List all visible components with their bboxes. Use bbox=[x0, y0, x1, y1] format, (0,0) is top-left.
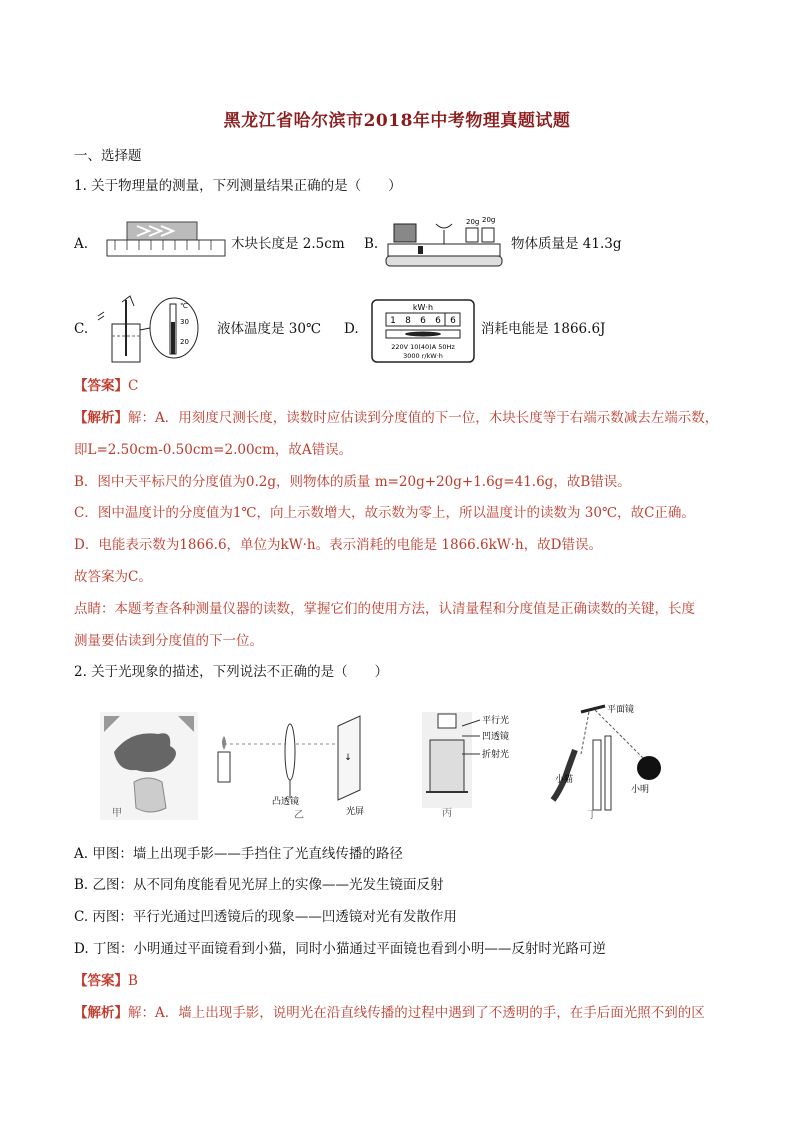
meter-digit-5: 6 bbox=[450, 316, 456, 326]
balance-figure bbox=[384, 212, 506, 270]
q1-answer-tag: 【答案】 bbox=[74, 378, 128, 394]
q2-analysis-1-text: 解：A．墙上出现手影，说明光在沿直线传播的过程中遇到了不透明的手，在手后面光照不到的区 bbox=[128, 1005, 705, 1021]
q1-option-d-letter: D. bbox=[344, 321, 359, 337]
q1-answer bbox=[74, 376, 138, 396]
q1-option-a-text: 木块长度是 2.5cm bbox=[231, 236, 345, 252]
q1-analysis-4: D．电能表示数为1866.6，单位为kW·h。表示消耗的电能是 1866.6kW·h，故D错误。 bbox=[74, 537, 602, 553]
meter-unit: kW·h bbox=[412, 303, 434, 312]
page-title: 黑龙江省哈尔滨市2018年中考物理真题试题 bbox=[223, 111, 571, 131]
q2-analysis-tag: 【解析】 bbox=[74, 1005, 128, 1021]
label-screen: 光屏 bbox=[346, 807, 365, 817]
q1-analysis-1 bbox=[74, 408, 718, 428]
q2-option-a: A. 甲图：墙上出现手影——手挡住了光直线传播的路径 bbox=[74, 846, 403, 862]
label-cat: 小猫 bbox=[555, 775, 574, 785]
meter-digit-2: 8 bbox=[405, 316, 411, 326]
figure-jia-hand-shadow bbox=[100, 712, 198, 820]
q1-option-c-letter: C. bbox=[74, 321, 89, 337]
label-parallel-light: 平行光 bbox=[482, 716, 510, 726]
weight-2-label: 20g bbox=[482, 216, 496, 224]
thermo-unit-label: ℃ bbox=[180, 302, 188, 310]
q1-analysis-tag: 【解析】 bbox=[74, 410, 128, 426]
q1-option-d-text: 消耗电能是 1866.6J bbox=[481, 321, 606, 337]
label-refracted-light: 折射光 bbox=[482, 750, 510, 760]
figure-ding-label: 丁 bbox=[587, 810, 597, 821]
q1-tip: 点睛：本题考查各种测量仪器的读数，掌握它们的使用方法，认清量程和分度值是正确读数的关键，长度 bbox=[74, 601, 695, 617]
figure-yi-lens-screen bbox=[210, 712, 380, 820]
figure-yi-label: 乙 bbox=[294, 810, 304, 820]
ruler-figure bbox=[105, 220, 229, 262]
meter-digit-3: 6 bbox=[420, 316, 426, 326]
svg-text:↓: ↓ bbox=[344, 753, 352, 763]
label-concave-lens: 凹透镜 bbox=[482, 732, 510, 742]
figure-bing-concave-lens bbox=[418, 710, 522, 820]
figure-jia-label: 甲 bbox=[112, 808, 122, 819]
q2-answer bbox=[74, 971, 138, 991]
q2-option-b: B. 乙图：从不同角度能看见光屏上的实像——光发生镜面反射 bbox=[74, 877, 444, 893]
section-heading: 一、选择题 bbox=[74, 148, 142, 164]
q1-option-b-letter: B. bbox=[364, 236, 379, 252]
q1-conclusion: 故答案为C。 bbox=[74, 569, 152, 585]
meter-spec-1: 220V 10(40)A 50Hz bbox=[391, 343, 455, 351]
figure-ding-mirror bbox=[545, 700, 695, 822]
q2-answer-tag: 【答案】 bbox=[74, 973, 128, 989]
electric-meter-figure bbox=[370, 298, 476, 364]
q2-option-c: C. 丙图：平行光通过凹透镜后的现象——凹透镜对光有发散作用 bbox=[74, 909, 457, 925]
q2-option-d: D. 丁图：小明通过平面镜看到小猫，同时小猫通过平面镜也看到小明——反射时光路可逆 bbox=[74, 941, 606, 957]
q1-analysis-1b: 即L=2.50cm-0.50cm=2.00cm，故A错误。 bbox=[74, 442, 353, 458]
meter-digit-1: 1 bbox=[390, 316, 396, 326]
q1-answer-value: C bbox=[128, 378, 139, 394]
label-convex-lens: 凸透镜 bbox=[272, 797, 300, 807]
q2-stem: 2. 关于光现象的描述，下列说法不正确的是（ ） bbox=[74, 664, 389, 680]
q1-option-a-letter: A. bbox=[74, 236, 89, 252]
label-xiaoming: 小明 bbox=[631, 785, 650, 795]
q1-option-b-text: 物体质量是 41.3g bbox=[511, 236, 622, 252]
q1-analysis-2: B．图中天平标尺的分度值为0.2g，则物体的质量 m=20g+20g+1.6g=41.6g，故B错误。 bbox=[74, 474, 631, 490]
figure-bing-label: 丙 bbox=[442, 808, 452, 819]
q1-stem: 1. 关于物理量的测量，下列测量结果正确的是（ ） bbox=[74, 178, 402, 194]
thermo-30-label: 30 bbox=[180, 318, 189, 326]
label-plane-mirror: 平面镜 bbox=[607, 705, 635, 715]
meter-spec-2: 3000 r/kW·h bbox=[403, 352, 443, 360]
thermo-20-label: 20 bbox=[180, 338, 189, 346]
q1-analysis-3: C．图中温度计的分度值为1℃，向上示数增大，故示数为零上，所以温度计的读数为 30℃，故C正确。 bbox=[74, 505, 695, 521]
weight-1-label: 20g bbox=[466, 218, 480, 226]
q2-answer-value: B bbox=[128, 973, 138, 989]
thermometer-figure bbox=[94, 294, 214, 366]
q2-analysis-1 bbox=[74, 1003, 705, 1023]
meter-digit-4: 6 bbox=[435, 316, 441, 326]
q1-option-c-text: 液体温度是 30℃ bbox=[217, 321, 322, 337]
q1-analysis-1-text: 解：A．用刻度尺测长度，读数时应估读到分度值的下一位，木块长度等于右端示数减去左端示数， bbox=[128, 410, 719, 426]
q1-tip-b: 测量要估读到分度值的下一位。 bbox=[74, 633, 263, 649]
